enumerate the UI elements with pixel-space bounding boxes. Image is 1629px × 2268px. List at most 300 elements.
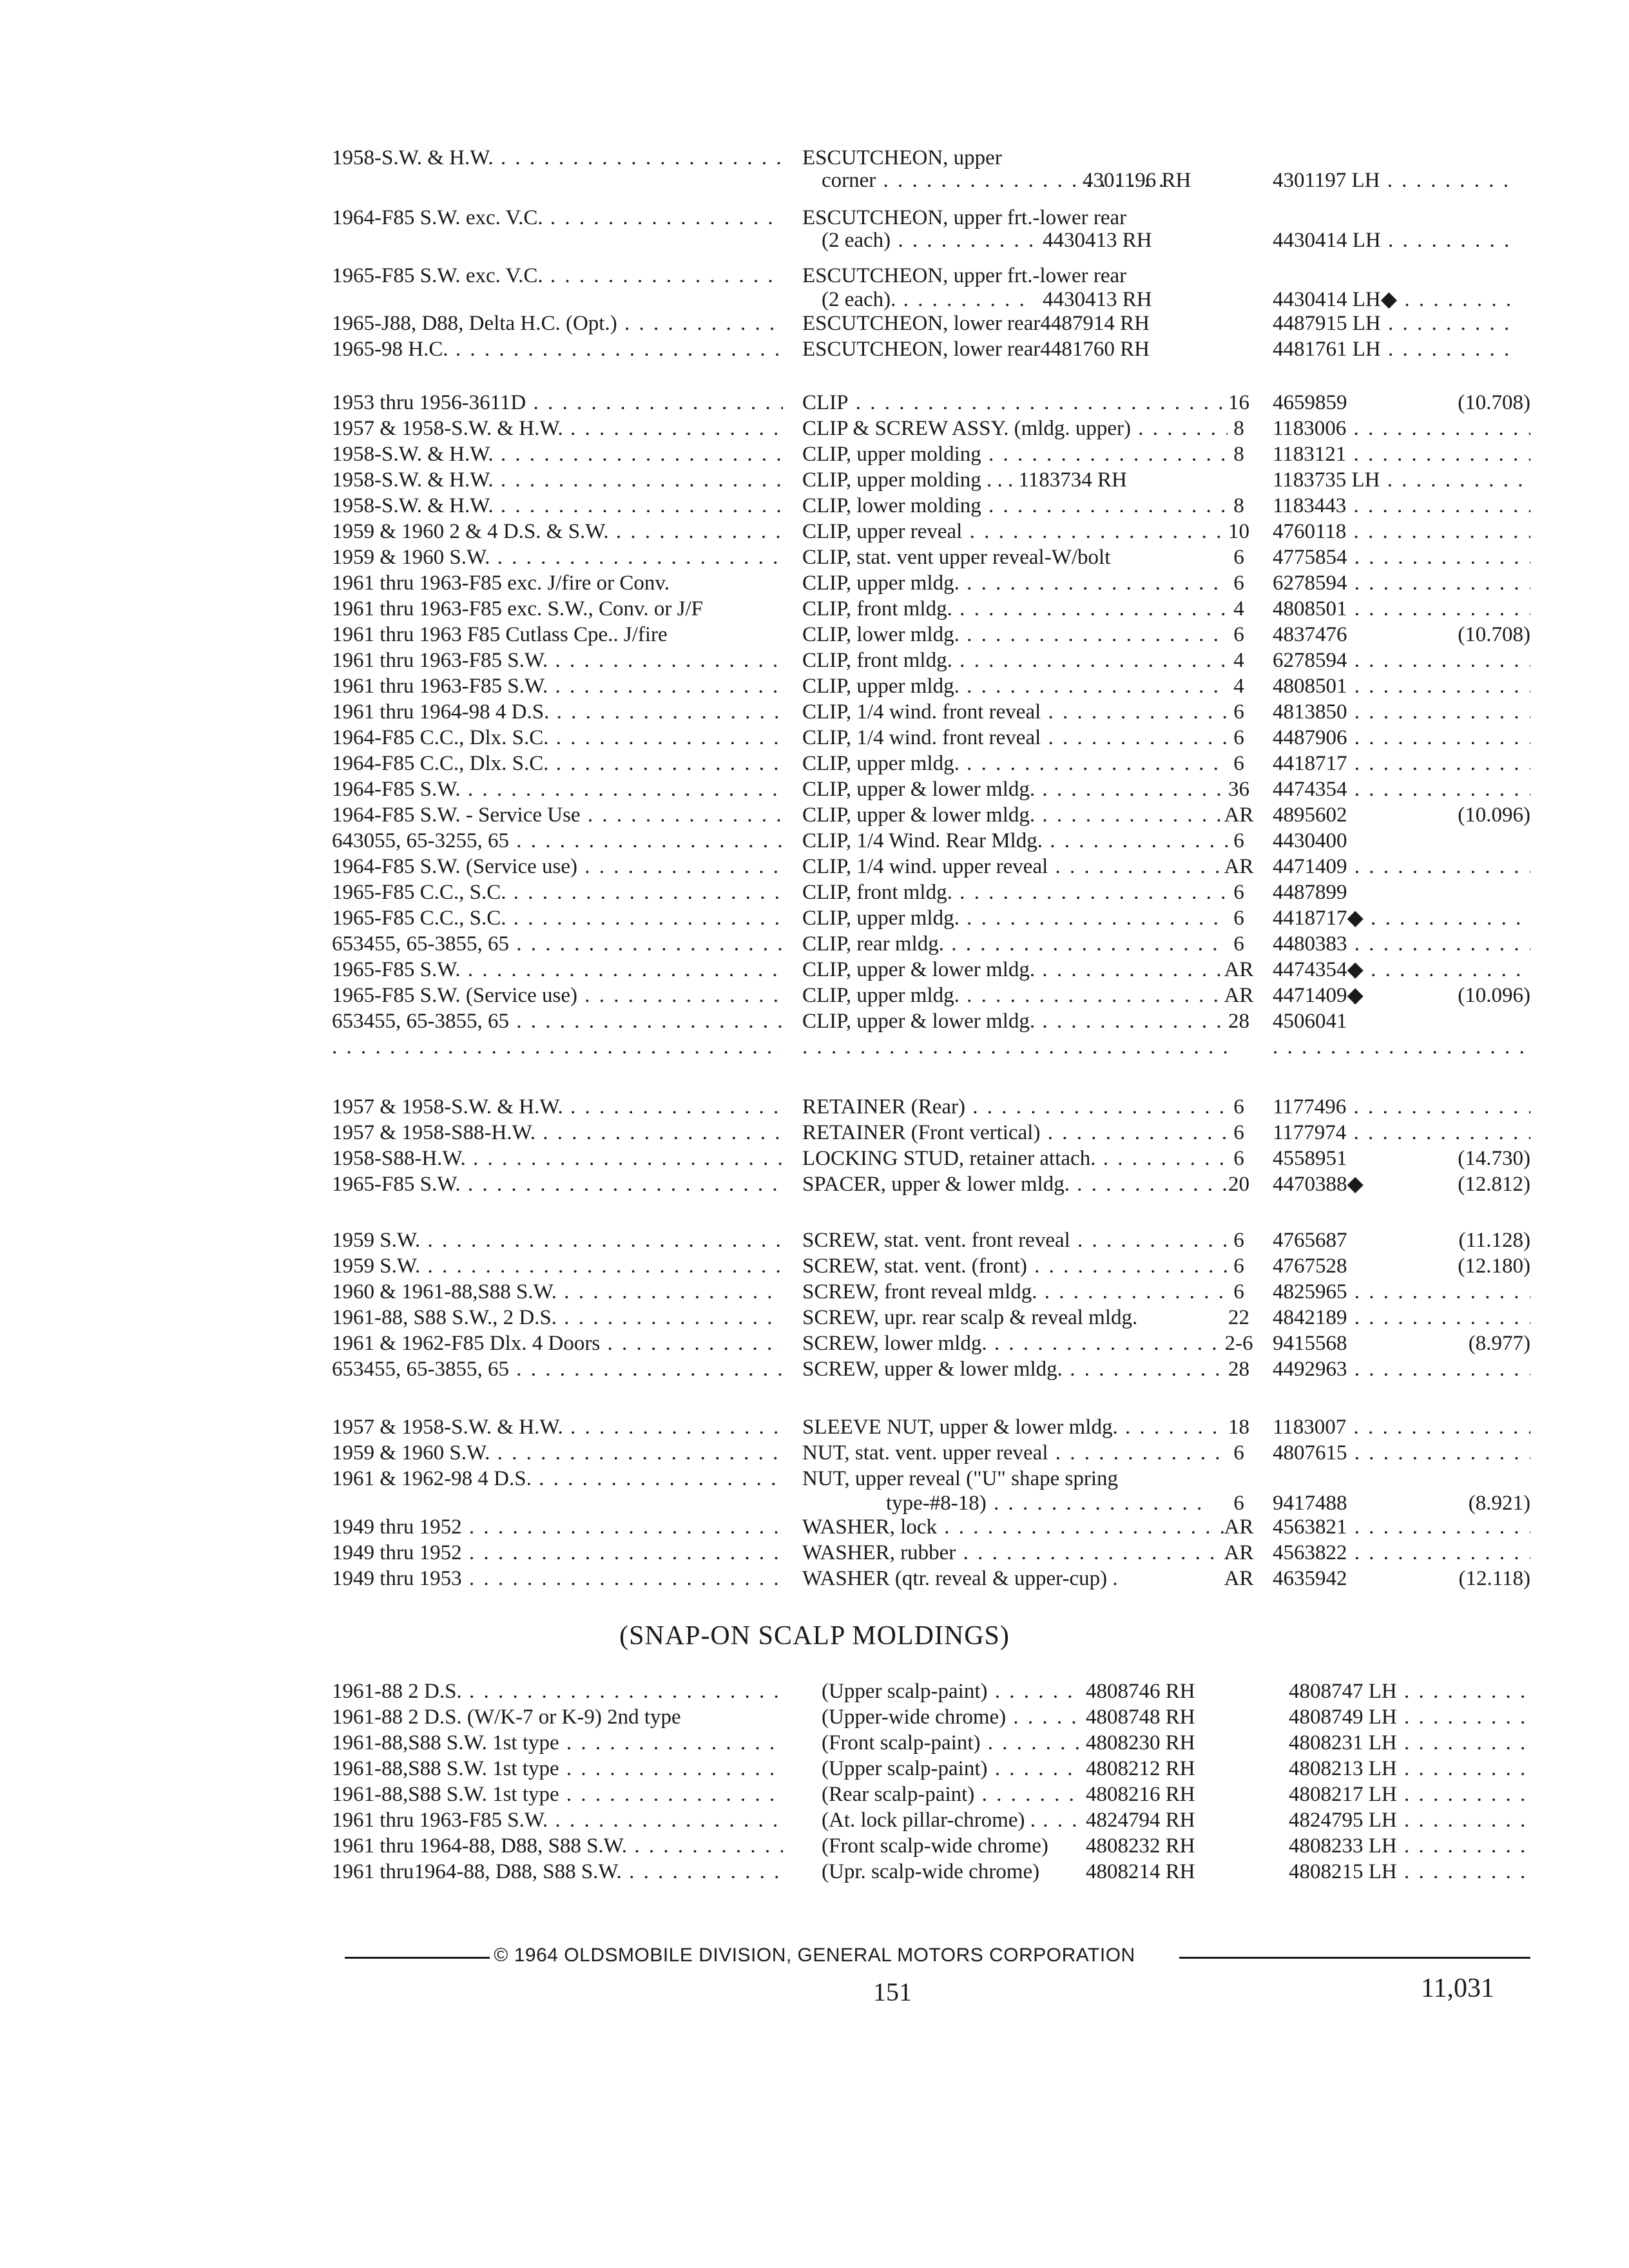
part-number-cell: 4808215 LH . . . — [1289, 1859, 1530, 1885]
desc-cell: CLIP, upper molding . . . — [802, 441, 1228, 467]
qty-cell: 6 — [1233, 546, 1244, 569]
model-cell: 1961 & 1962-98 4 D.S. . . . — [332, 1466, 783, 1492]
part-number: 9417488 — [1273, 1492, 1347, 1515]
catalog-row — [0, 287, 1629, 312]
desc-cell: CLIP . . . — [802, 390, 1228, 416]
desc-cell: CLIP & SCREW ASSY. (mldg. upper) . . . — [802, 416, 1228, 441]
part-number-cell: 4775854 . . . — [1273, 544, 1530, 570]
catalog-row — [0, 519, 1629, 544]
model-cell: 1964-F85 C.C., Dlx. S.C. . . . — [332, 751, 783, 776]
part-number-cell: 4824794 RH — [1086, 1809, 1195, 1832]
part-number-cell: 4842189 . . . — [1273, 1305, 1530, 1331]
catalog-row — [0, 648, 1629, 673]
part-number-cell: 1183121 . . . — [1273, 441, 1530, 467]
part-number-cell: 4760118 . . . — [1273, 519, 1530, 544]
qty-cell: 8 — [1233, 443, 1244, 466]
catalog-row — [0, 905, 1629, 931]
group-number: (10.096) — [1454, 983, 1530, 1008]
part-number-cell: 4808749 LH . . . — [1289, 1704, 1530, 1730]
desc-cell: CLIP, upper & lower mldg. . . . — [802, 957, 1228, 983]
catalog-row — [0, 1807, 1629, 1833]
model-cell: 1961-88,S88 S.W. 1st type . . . — [332, 1730, 783, 1756]
desc-cell: SCREW, stat. vent. (front) . . . — [802, 1253, 1228, 1279]
model-cell: 1949 thru 1952 . . . — [332, 1540, 783, 1566]
model-cell: 1958-S.W. & H.W. . . . — [332, 441, 783, 467]
model-cell: 1959 S.W. . . . — [332, 1227, 783, 1253]
desc-cell: NUT, upper reveal ("U" shape spring — [802, 1467, 1119, 1490]
group-number: (12.812) — [1454, 1171, 1530, 1197]
qty-cell: AR — [1224, 855, 1254, 878]
part-number-cell: 4474354 . . . — [1273, 776, 1530, 802]
desc-cell: (Upper-wide chrome) . . . — [822, 1704, 1079, 1730]
desc-cell: (Front scalp-paint) . . . — [822, 1730, 1079, 1756]
desc-cell: CLIP, 1/4 Wind. Rear Mldg. . . . — [802, 828, 1228, 854]
catalog-row — [0, 699, 1629, 725]
desc-cell: CLIP, upper & lower mldg. . . . — [802, 776, 1228, 802]
desc-cell: NUT, stat. vent. upper reveal . . . — [802, 1440, 1228, 1466]
group-number: (10.708) — [1454, 622, 1530, 648]
part-number: 4470388◆ — [1273, 1173, 1364, 1196]
qty-cell: 6 — [1233, 572, 1244, 595]
group-number: (10.096) — [1454, 802, 1530, 828]
catalog-row — [0, 1008, 1629, 1034]
desc-cell: type-#8-18) . . . — [886, 1490, 1208, 1516]
part-number-cell — [1273, 390, 1530, 416]
part-number: 4635942 — [1273, 1567, 1347, 1590]
qty-cell: 6 — [1233, 1147, 1244, 1170]
part-number-cell: 4808746 RH — [1086, 1680, 1195, 1703]
part-number-cell: 4808748 RH — [1086, 1706, 1195, 1729]
desc-cell: CLIP, lower molding . . . — [802, 493, 1228, 519]
part-number-cell — [1273, 1171, 1530, 1197]
qty-cell: 6 — [1233, 881, 1244, 904]
part-number-cell: 1183443 . . . — [1273, 493, 1530, 519]
group-number: (8.921) — [1465, 1490, 1530, 1516]
part-number-cell — [1273, 1146, 1530, 1171]
model-cell: 1961-88 2 D.S. . . . — [332, 1678, 783, 1704]
qty-cell: 8 — [1233, 417, 1244, 440]
model-cell: 1958-S.W. & H.W. . . . — [332, 467, 783, 493]
catalog-row — [0, 227, 1629, 253]
qty-cell: AR — [1224, 1515, 1254, 1539]
model-cell: 1957 & 1958-S.W. & H.W. . . . — [332, 416, 783, 441]
part-number-cell — [1273, 828, 1530, 854]
qty-cell: 6 — [1233, 1121, 1244, 1144]
qty-cell: AR — [1224, 1541, 1254, 1564]
qty-cell: 22 — [1228, 1306, 1249, 1329]
desc-cell: RETAINER (Front vertical) . . . — [802, 1120, 1228, 1146]
qty-cell: 18 — [1228, 1416, 1249, 1439]
part-number-cell — [1273, 1008, 1530, 1034]
catalog-row — [0, 390, 1629, 416]
part-number: 4558951 — [1273, 1147, 1347, 1170]
desc-cell: CLIP, upper & lower mldg. . . . — [802, 1008, 1228, 1034]
qty-cell: 6 — [1233, 932, 1244, 956]
qty-cell: 6 — [1233, 1229, 1244, 1252]
part-number-cell: 4301197 LH . . . — [1273, 168, 1518, 193]
part-number: 4837476 — [1273, 623, 1347, 646]
catalog-row — [0, 1305, 1629, 1331]
catalog-row — [0, 1730, 1629, 1756]
desc-cell: CLIP, stat. vent upper reveal-W/bolt — [802, 546, 1111, 569]
desc-cell: corner . . . — [822, 168, 1163, 193]
desc-cell: CLIP, 1/4 wind. front reveal . . . — [802, 725, 1228, 751]
desc-cell: CLIP, 1/4 wind. upper reveal . . . — [802, 854, 1228, 879]
part-number-cell: 1177496 . . . — [1273, 1094, 1530, 1120]
part-number-cell — [1273, 1227, 1530, 1253]
part-number-cell: 1183006 . . . — [1273, 416, 1530, 441]
catalog-row — [0, 983, 1629, 1008]
part-number-cell — [1273, 1253, 1530, 1279]
qty-cell: 6 — [1233, 623, 1244, 646]
model-cell: 1965-F85 S.W. . . . — [332, 1171, 783, 1197]
part-number-cell: 4492963 . . . — [1273, 1356, 1530, 1382]
catalog-row — [0, 416, 1629, 441]
group-number: (12.118) — [1454, 1566, 1530, 1591]
part-number-cell: 4808501 . . . — [1273, 673, 1530, 699]
part-number-cell — [1273, 1566, 1530, 1591]
group-number: (8.977) — [1465, 1331, 1530, 1356]
desc-cell: ESCUTCHEON, upper frt.-lower rear — [802, 206, 1127, 229]
group-number: (14.730) — [1454, 1146, 1530, 1171]
model-cell: 1959 & 1960 2 & 4 D.S. & S.W. . . . — [332, 519, 783, 544]
catalog-row — [0, 1279, 1629, 1305]
part-number-cell: 1183735 LH . . . — [1273, 467, 1530, 493]
desc-cell: RETAINER (Rear) . . . — [802, 1094, 1228, 1120]
model-cell: 1959 & 1960 S.W. . . . — [332, 1440, 783, 1466]
catalog-row — [0, 802, 1629, 828]
part-number-cell — [1273, 1490, 1530, 1516]
catalog-row — [0, 441, 1629, 467]
desc-cell: SCREW, upr. rear scalp & reveal mldg. — [802, 1306, 1138, 1329]
qty-cell: AR — [1224, 958, 1254, 981]
desc-cell: CLIP, upper mldg. . . . — [802, 905, 1228, 931]
part-number-cell: 4418717 . . . — [1273, 751, 1530, 776]
desc-cell: CLIP, upper mldg. . . . — [802, 570, 1228, 596]
desc-cell: WASHER, rubber . . . — [802, 1540, 1228, 1566]
part-number-cell — [1273, 879, 1530, 905]
model-cell: 1949 thru 1953 . . . — [332, 1566, 783, 1591]
qty-cell: 6 — [1233, 1441, 1244, 1465]
part-number-cell: 4487906 . . . — [1273, 725, 1530, 751]
desc-cell: (Front scalp-wide chrome) — [822, 1834, 1048, 1858]
part-number-cell: 1177974 . . . — [1273, 1120, 1530, 1146]
model-cell: 1965-F85 S.W. (Service use) . . . — [332, 983, 783, 1008]
qty-cell: 6 — [1233, 907, 1244, 930]
model-cell: 1964-F85 S.W. - Service Use . . . — [332, 802, 783, 828]
model-cell: 1964-F85 C.C., Dlx. S.C. . . . — [332, 725, 783, 751]
part-number: 4765687 — [1273, 1229, 1347, 1252]
desc-cell: (2 each) . . . — [822, 227, 1034, 253]
section-title: (SNAP-ON SCALP MOLDINGS) — [619, 1621, 1010, 1651]
catalog-row — [0, 596, 1629, 622]
catalog-row — [0, 311, 1629, 336]
catalog-row — [0, 776, 1629, 802]
desc-cell: WASHER (qtr. reveal & upper-cup) . — [802, 1567, 1118, 1590]
catalog-row — [0, 1171, 1629, 1197]
part-number-cell — [1273, 1331, 1530, 1356]
model-cell: 1961-88,S88 S.W. 1st type . . . — [332, 1782, 783, 1807]
part-number: 4659859 — [1273, 391, 1347, 414]
qty-cell: 4 — [1233, 597, 1244, 620]
part-number: 4506041 — [1273, 1010, 1347, 1033]
model-cell: 1949 thru 1952 . . . — [332, 1514, 783, 1540]
qty-cell: 28 — [1228, 1358, 1249, 1381]
catalog-row — [0, 673, 1629, 699]
qty-cell: 6 — [1233, 1254, 1244, 1278]
model-cell: 1965-98 H.C. . . . — [332, 336, 783, 362]
part-number-cell: 4430414 LH◆ . . . — [1273, 287, 1518, 312]
desc-cell: CLIP, lower mldg. . . . — [802, 622, 1228, 648]
model-cell: 1959 & 1960 S.W. . . . — [332, 544, 783, 570]
part-number: 4767528 — [1273, 1254, 1347, 1278]
part-number-cell: 4808233 LH . . . — [1289, 1833, 1530, 1859]
desc-cell: CLIP, 1/4 wind. front reveal . . . — [802, 699, 1228, 725]
desc-cell: (Upper scalp-paint) . . . — [822, 1756, 1079, 1782]
desc-cell: (2 each). . . . — [822, 287, 1034, 312]
part-number-cell: 4808747 LH . . . — [1289, 1678, 1530, 1704]
catalog-row — [0, 1540, 1629, 1566]
desc-cell: (At. lock pillar-chrome) . . . . — [822, 1807, 1079, 1833]
part-number-cell — [1273, 802, 1530, 828]
qty-cell: 36 — [1228, 778, 1249, 801]
model-cell: 1964-F85 S.W. . . . — [332, 776, 783, 802]
catalog-row — [0, 493, 1629, 519]
model-cell: 1959 S.W. . . . — [332, 1253, 783, 1279]
model-cell: 1958-S.W. & H.W. . . . — [332, 145, 783, 171]
catalog-row — [0, 1782, 1629, 1807]
group-number: (11.128) — [1454, 1227, 1530, 1253]
desc-cell: CLIP, upper molding . . . 1183734 RH — [802, 468, 1127, 492]
part-number-cell: 4481761 LH . . . — [1273, 336, 1518, 362]
part-number-cell: 4301196 RH — [1083, 169, 1191, 192]
desc-cell: SPACER, upper & lower mldg. . . . — [802, 1171, 1228, 1197]
qty-cell: AR — [1224, 984, 1254, 1007]
qty-cell: 10 — [1228, 520, 1249, 543]
part-number-cell: 4563822 . . . — [1273, 1540, 1530, 1566]
part-number-cell: 4474354◆ . . . — [1273, 957, 1530, 983]
qty-cell: 6 — [1233, 829, 1244, 852]
model-cell: 1961-88,S88 S.W. 1st type . . . — [332, 1756, 783, 1782]
part-number-cell: 4808212 RH — [1086, 1757, 1195, 1780]
catalog-row — [0, 1859, 1629, 1885]
desc-cell: CLIP, upper mldg. . . . — [802, 751, 1228, 776]
desc-cell: SCREW, stat. vent. front reveal . . . — [802, 1227, 1228, 1253]
catalog-row — [0, 931, 1629, 957]
part-number: 9415568 — [1273, 1332, 1347, 1355]
qty-cell: 6 — [1233, 700, 1244, 724]
model-cell: 1961 thru 1963-F85 exc. S.W., Conv. or J/F — [332, 597, 703, 620]
qty-cell: 6 — [1233, 1492, 1244, 1515]
catalog-row — [0, 1514, 1629, 1540]
qty-cell: 6 — [1233, 1280, 1244, 1303]
part-number-cell: 4808214 RH — [1086, 1860, 1195, 1883]
model-cell: 1961-88, S88 S.W., 2 D.S. . . . — [332, 1305, 783, 1331]
desc-cell: WASHER, lock . . . — [802, 1514, 1228, 1540]
model-cell: 1958-S.W. & H.W. . . . — [332, 493, 783, 519]
model-cell: 1961 thru 1963-F85 S.W. . . . — [332, 1807, 783, 1833]
catalog-row — [0, 544, 1629, 570]
part-number-cell: 4487915 LH . . . — [1273, 311, 1518, 336]
desc-cell: CLIP, upper & lower mldg. . . . — [802, 802, 1228, 828]
model-cell: 653455, 65-3855, 65 . . . — [332, 1356, 783, 1382]
part-number-cell: 4808230 RH — [1086, 1731, 1195, 1754]
desc-cell: SCREW, lower mldg. . . . — [802, 1331, 1228, 1356]
catalog-row — [0, 1440, 1629, 1466]
footer-copyright: © 1964 OLDSMOBILE DIVISION, GENERAL MOTORS CORPORATION — [0, 1945, 1629, 1966]
catalog-row — [0, 1331, 1629, 1356]
part-number-cell: 4471409 . . . — [1273, 854, 1530, 879]
model-cell: 1960 & 1961-88,S88 S.W. . . . — [332, 1279, 783, 1305]
desc-cell: ESCUTCHEON, lower rear4481760 RH — [802, 338, 1150, 361]
model-cell: 1961 & 1962-F85 Dlx. 4 Doors . . . — [332, 1331, 783, 1356]
qty-cell: 28 — [1228, 1010, 1249, 1033]
model-cell: 1961 thru1964-88, D88, S88 S.W. . . . — [332, 1859, 783, 1885]
desc-cell: CLIP, front mldg. . . . — [802, 879, 1228, 905]
catalog-row — [0, 263, 1629, 289]
desc-cell: CLIP, front mldg. . . . — [802, 648, 1228, 673]
desc-cell: CLIP, rear mldg. . . . — [802, 931, 1228, 957]
desc-cell: (Upper scalp-paint) . . . — [822, 1678, 1079, 1704]
model-cell — [332, 1034, 783, 1060]
catalog-row — [0, 879, 1629, 905]
desc-cell: CLIP, upper mldg. . . . — [802, 983, 1228, 1008]
catalog-row — [0, 1678, 1629, 1704]
desc-cell: CLIP, upper reveal . . . — [802, 519, 1228, 544]
model-cell: 1961 thru 1963-F85 S.W. . . . — [332, 648, 783, 673]
desc-cell — [802, 1034, 1228, 1060]
part-number-cell: 4808217 LH . . . — [1289, 1782, 1530, 1807]
part-number-cell: 4563821 . . . — [1273, 1514, 1530, 1540]
catalog-row — [0, 751, 1629, 776]
qty-cell: 4 — [1233, 649, 1244, 672]
model-cell: 643055, 65-3255, 65 . . . — [332, 828, 783, 854]
qty-cell: 20 — [1228, 1173, 1249, 1196]
group-number: (12.180) — [1454, 1253, 1530, 1279]
catalog-row — [0, 828, 1629, 854]
desc-cell: SCREW, upper & lower mldg. . . . — [802, 1356, 1228, 1382]
model-cell: 1965-F85 C.C., S.C. . . . — [332, 879, 783, 905]
model-cell: 1961-88 2 D.S. (W/K-7 or K-9) 2nd type — [332, 1706, 681, 1729]
part-number-cell — [1273, 1034, 1530, 1060]
model-cell: 653455, 65-3855, 65 . . . — [332, 931, 783, 957]
model-cell: 1965-J88, D88, Delta H.C. (Opt.) . . . — [332, 311, 783, 336]
catalog-row — [0, 854, 1629, 879]
catalog-row — [0, 1833, 1629, 1859]
model-cell: 1964-F85 S.W. exc. V.C. . . . — [332, 205, 783, 231]
part-number-cell: 4808501 . . . — [1273, 596, 1530, 622]
catalog-row — [0, 1094, 1629, 1120]
part-number-cell: 4808232 RH — [1086, 1834, 1195, 1858]
model-cell: 1957 & 1958-S.W. & H.W. . . . — [332, 1414, 783, 1440]
catalog-row — [0, 1490, 1629, 1516]
part-number-cell: 4808231 LH . . . — [1289, 1730, 1530, 1756]
catalog-row — [0, 168, 1629, 193]
part-number-cell: 4807615 . . . — [1273, 1440, 1530, 1466]
catalog-row — [0, 570, 1629, 596]
part-number-cell: 6278594 . . . — [1273, 570, 1530, 596]
page-number: 151 — [873, 1977, 912, 2006]
desc-cell: SCREW, front reveal mldg. . . . — [802, 1279, 1228, 1305]
part-number-cell — [1273, 983, 1530, 1008]
desc-cell: SLEEVE NUT, upper & lower mldg. . . . — [802, 1414, 1228, 1440]
part-number: 4895602 — [1273, 803, 1347, 827]
catalog-row — [0, 1566, 1629, 1591]
desc-cell: ESCUTCHEON, upper frt.-lower rear — [802, 264, 1127, 287]
part-number-cell — [1273, 622, 1530, 648]
page-code: 11,031 — [1421, 1974, 1494, 2003]
model-cell: 1961 thru 1963-F85 exc. J/fire or Conv. — [332, 572, 670, 595]
part-number-cell: 4430413 RH — [1043, 288, 1152, 311]
part-number-cell: 4430414 LH . . . — [1273, 227, 1518, 253]
part-number: 4487899 — [1273, 881, 1347, 904]
qty-cell: 4 — [1233, 675, 1244, 698]
desc-cell: ESCUTCHEON, lower rear4487914 RH — [802, 312, 1150, 335]
catalog-row — [0, 725, 1629, 751]
part-number: 4471409◆ — [1273, 984, 1364, 1007]
part-number-cell: 4480383 . . . — [1273, 931, 1530, 957]
catalog-row — [0, 1034, 1629, 1060]
qty-cell: 16 — [1228, 391, 1249, 414]
qty-cell: 6 — [1233, 752, 1244, 775]
model-cell: 1957 & 1958-S.W. & H.W. . . . — [332, 1094, 783, 1120]
qty-cell: 6 — [1233, 726, 1244, 749]
part-number-cell: 1183007 . . . — [1273, 1414, 1530, 1440]
catalog-row — [0, 1253, 1629, 1279]
desc-cell: (Upr. scalp-wide chrome) — [822, 1860, 1040, 1883]
catalog-row — [0, 1227, 1629, 1253]
model-cell: 1961 thru 1964-88, D88, S88 S.W. . . . — [332, 1833, 783, 1859]
qty-cell: 2-6 — [1224, 1332, 1253, 1355]
part-number-cell: 6278594 . . . — [1273, 648, 1530, 673]
model-cell: 1953 thru 1956-3611D . . . — [332, 390, 783, 416]
desc-cell: CLIP, front mldg. . . . — [802, 596, 1228, 622]
group-number: (10.708) — [1454, 390, 1530, 416]
catalog-row — [0, 467, 1629, 493]
desc-cell: LOCKING STUD, retainer attach. . . . — [802, 1146, 1228, 1171]
catalog-row — [0, 205, 1629, 231]
desc-cell: ESCUTCHEON, upper — [802, 146, 1002, 169]
model-cell: 1965-F85 C.C., S.C. . . . — [332, 905, 783, 931]
model-cell: 1958-S88-H.W. . . . — [332, 1146, 783, 1171]
model-cell: 1961 thru 1963 F85 Cutlass Cpe.. J/fire — [332, 623, 668, 646]
part-number-cell: 4418717◆ . . . — [1273, 905, 1530, 931]
model-cell: 1961 thru 1963-F85 S.W. . . . — [332, 673, 783, 699]
model-cell: 1964-F85 S.W. (Service use) . . . — [332, 854, 783, 879]
model-cell: 1961 thru 1964-98 4 D.S. . . . — [332, 699, 783, 725]
catalog-row — [0, 1704, 1629, 1730]
part-number-cell: 4430413 RH — [1043, 229, 1152, 252]
catalog-row — [0, 336, 1629, 362]
part-number-cell: 4808216 RH — [1086, 1783, 1195, 1806]
catalog-row — [0, 145, 1629, 171]
qty-cell: 6 — [1233, 1095, 1244, 1119]
catalog-row — [0, 957, 1629, 983]
catalog-row — [0, 1756, 1629, 1782]
part-number-cell: 4824795 LH . . . — [1289, 1807, 1530, 1833]
model-cell: 1957 & 1958-S88-H.W. . . . — [332, 1120, 783, 1146]
qty-cell: 8 — [1233, 494, 1244, 517]
qty-cell: AR — [1224, 1567, 1254, 1590]
part-number-cell: 4813850 . . . — [1273, 699, 1530, 725]
part-number-cell: 4825965 . . . — [1273, 1279, 1530, 1305]
catalog-row — [0, 1356, 1629, 1382]
part-number-cell: 4808213 LH . . . — [1289, 1756, 1530, 1782]
desc-cell: CLIP, upper mldg. . . . — [802, 673, 1228, 699]
part-number: 4430400 — [1273, 829, 1347, 852]
qty-cell: AR — [1224, 803, 1254, 827]
catalog-row — [0, 622, 1629, 648]
